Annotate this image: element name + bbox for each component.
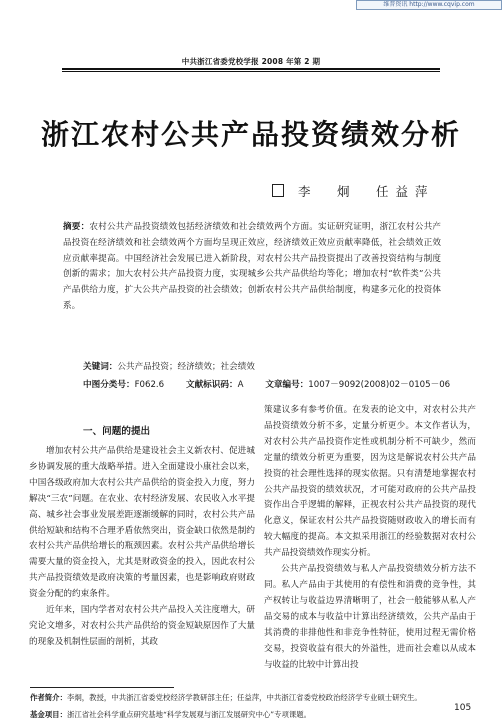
page-number: 105: [454, 703, 472, 713]
doc-code-label: 文献标识码：: [185, 380, 238, 390]
body-paragraph: 策建议多有参考价值。在发表的论文中，对农村公共产品投资绩效分析不多，定量分析更少。本文作者认为，对农村公共产品投资作定性或机制分析不可缺少，然而定量的绩效分析更为重要，因为这是解说农村公共产品投资的社会理性选择的现实依据。只有清楚地掌握农村公共产品投资的绩效状况，才可能对政府的公共产品投资作出合乎逻辑的解释，正视农村公共产品投资的现代化意义，保证农村公共产品投资随财政收入的增长而有较大幅度的提高。本文拟采用浙江的经验数据对农村公共产品投资绩效作现实分析。: [264, 405, 476, 559]
watermark-text: 维普资讯 http://www.cqvip.com: [383, 1, 475, 8]
body-paragraph: 近年来，国内学者对农村公共产品投入关注度增大，研究论文增多，对农村公共产品供给的资金短缺原因作了大量的现象及机制性层面的剖析，其政: [29, 605, 255, 647]
keywords-text: 公共产品投资；经济绩效；社会绩效: [117, 362, 255, 372]
right-column: [264, 403, 476, 673]
keywords-label: 关键词：: [83, 362, 118, 372]
doc-code-value: A: [237, 380, 244, 390]
article-number-label: 文章编号：: [265, 380, 309, 390]
abstract-text: 农村公共产品投资绩效包括经济绩效和社会绩效两个方面。实证研究证明，浙江农村公共产品投资在经济绩效和社会绩效两个方面均呈现正效应，经济绩效正效应贡献率降低，社会绩效正效应贡献率提高。中国经济社会发展已进入新阶段，对农村公共产品投资提出了改善投资结构与制度创新的需求；加大农村公共产品投资力度，实现城乡公共产品供给均等化；增加农村“软件类”公共产品供给力度，扩大公共产品投资的社会绩效；创新农村公共产品供给制度，构建多元化的投资体系。: [63, 222, 441, 311]
left-column: [29, 424, 255, 651]
footnote-separator: [30, 687, 174, 688]
author-footnote-text: 李炯，教授，中共浙江省委党校经济学教研部主任；任益萍，中共浙江省委党校政治经济学专业硕士研究生。: [66, 693, 422, 702]
classification-line: [83, 378, 450, 390]
body-paragraph: 公共产品投资绩效与私人产品投资绩效分析方法不同。私人产品由于其使用的有偿性和消费的竞争性，其产权转让与收益边界清晰明了，社会一般能够从私人产品交易的成本与收益中计算出经济绩效，公共产品由于其消费的非排他性和非竞争性特征，使用过程无需价格交易，投资收益有很大的外溢性，进而社会难以从成本与收益的比较中计算出投: [264, 564, 476, 670]
clc-value: F062.6: [134, 380, 165, 390]
fund-footnote-text: 浙江省社会科学重点研究基地“科学发展观与浙江发展研究中心”专项课题。: [66, 710, 312, 719]
header-rule-thin: [62, 71, 440, 72]
author-footnote-label: 作者简介：: [30, 693, 67, 702]
author-names: 李 炯 任益萍: [298, 184, 435, 199]
fund-footnote-label: 基金项目：: [30, 710, 67, 719]
watermark-banner: [356, 0, 502, 10]
author-line: [272, 182, 472, 200]
header-rule: [62, 68, 440, 70]
abstract: [63, 220, 441, 315]
section-heading: 一、问题的提出: [83, 426, 151, 437]
article-number-value: 1007－9092(2008)02－0105－06: [308, 380, 451, 390]
clc-label: 中图分类号：: [83, 380, 135, 390]
keywords: [83, 360, 255, 372]
author-footnote: [30, 692, 470, 705]
author-box-icon: [272, 184, 284, 197]
article-title: 浙江农村公共产品投资绩效分析: [40, 118, 461, 151]
body-paragraph: 增加农村公共产品供给是建设社会主义新农村、促进城乡协调发展的重大战略举措。进入全面建设小康社会以来，中国各级政府加大农村公共产品供给的资金投入力度，努力解决“三农”问题。在农业、农村经济发展、农民收入水平提高、城乡社会事业发展差距逐渐缓解的同时，农村公共产品供给短缺和结构不合理矛盾依然突出，资金缺口依然是制约农村公共产品供给增长的瓶颈因素。农村公共产品供给增长需要大量的资金投入，尤其是财政资金的投入，因此农村公共产品投资绩效是政府决策的考量因素，也是影响政府财政资金分配的约束条件。: [29, 446, 255, 600]
abstract-label: 摘要：: [63, 222, 90, 232]
journal-running-head: 中共浙江省委党校学报 2008 年第 2 期: [181, 57, 321, 66]
